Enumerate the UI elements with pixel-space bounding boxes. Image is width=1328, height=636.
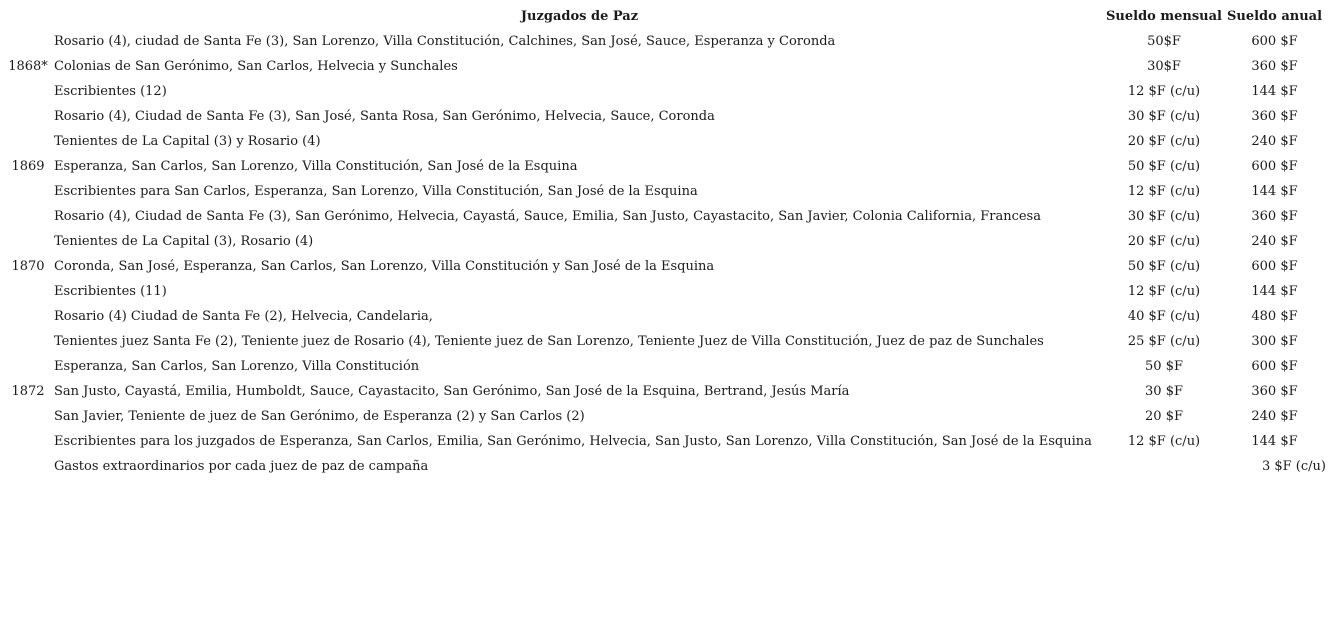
table-row [2, 79, 1326, 104]
row-description: Gastos extraordinarios por cada juez de paz de campaña [54, 459, 429, 474]
header-juzgados: Juzgados de Paz [520, 9, 639, 24]
row-annual: 600 $F [1251, 34, 1298, 49]
row-year [2, 204, 54, 229]
row-year [2, 304, 54, 329]
row-monthly: 12 $F (c/u) [1127, 284, 1201, 299]
table-row [2, 179, 1326, 204]
row-description: Rosario (4) Ciudad de Santa Fe (2), Helvecia, Candelaria, [54, 309, 433, 324]
row-annual: 144 $F [1251, 184, 1298, 199]
table-row [2, 404, 1326, 429]
row-monthly [1105, 454, 1223, 479]
row-annual: 360 $F [1251, 59, 1298, 74]
row-year: 1869 [11, 159, 45, 174]
header-sueldo-anual: Sueldo anual [1226, 9, 1323, 24]
row-description: San Javier, Teniente de juez de San Gerónimo, de Esperanza (2) y San Carlos (2) [54, 409, 585, 424]
table-row [2, 104, 1326, 129]
row-monthly: 50 $F (c/u) [1127, 159, 1201, 174]
row-year [2, 279, 54, 304]
row-monthly: 20 $F [1145, 409, 1183, 424]
row-description: Rosario (4), Ciudad de Santa Fe (3), San José, Santa Rosa, San Gerónimo, Helvecia, Sauce, Coronda [54, 109, 715, 124]
row-year: 1872 [11, 384, 45, 399]
row-monthly: 12 $F (c/u) [1127, 184, 1201, 199]
row-annual: 144 $F [1251, 434, 1298, 449]
row-annual: 360 $F [1251, 109, 1298, 124]
row-monthly: 40 $F (c/u) [1127, 309, 1201, 324]
header-year [2, 4, 54, 29]
row-monthly: 50 $F [1145, 359, 1183, 374]
table-row [2, 29, 1326, 54]
row-annual: 480 $F [1251, 309, 1298, 324]
row-monthly: 30$F [1147, 59, 1181, 74]
row-year [2, 29, 54, 54]
row-monthly: 12 $F (c/u) [1127, 84, 1201, 99]
row-year [2, 429, 54, 454]
table-row [2, 154, 1326, 179]
row-year [2, 354, 54, 379]
row-monthly: 30 $F (c/u) [1127, 209, 1201, 224]
row-annual: 240 $F [1251, 234, 1298, 249]
row-annual: 240 $F [1251, 409, 1298, 424]
row-description: Escribientes (12) [54, 84, 167, 99]
header-row [2, 4, 1326, 29]
row-monthly: 30 $F (c/u) [1127, 109, 1201, 124]
row-year [2, 129, 54, 154]
table-row [2, 254, 1326, 279]
row-monthly: 50$F [1147, 34, 1181, 49]
table-row [2, 279, 1326, 304]
row-description: Rosario (4), ciudad de Santa Fe (3), San Lorenzo, Villa Constitución, Calchines, San José, Sauce, Esperanza y Coronda [54, 34, 836, 49]
row-year [2, 454, 54, 479]
row-annual: 240 $F [1251, 134, 1298, 149]
row-annual: 360 $F [1251, 209, 1298, 224]
row-monthly: 20 $F (c/u) [1127, 234, 1201, 249]
row-year [2, 229, 54, 254]
table-row [2, 229, 1326, 254]
row-description: Colonias de San Gerónimo, San Carlos, Helvecia y Sunchales [54, 59, 458, 74]
row-annual: 360 $F [1251, 384, 1298, 399]
row-annual: 600 $F [1251, 359, 1298, 374]
row-description: Escribientes (11) [54, 284, 167, 299]
salary-table [2, 4, 1326, 479]
row-description: Esperanza, San Carlos, San Lorenzo, Villa Constitución [54, 359, 420, 374]
row-description: San Justo, Cayastá, Emilia, Humboldt, Sauce, Cayastacito, San Gerónimo, San José de la Esquina, Bertrand, Jesús María [54, 384, 850, 399]
row-description: Escribientes para los juzgados de Esperanza, San Carlos, Emilia, San Gerónimo, Helvecia, San Justo, San Lorenzo, Villa Constitución, San José de la Esquina [54, 434, 1092, 449]
row-description: Tenientes de La Capital (3) y Rosario (4) [54, 134, 321, 149]
row-description: Coronda, San José, Esperanza, San Carlos, San Lorenzo, Villa Constitución y San José de la Esquina [54, 259, 715, 274]
row-monthly: 12 $F (c/u) [1127, 434, 1201, 449]
header-sueldo-mensual: Sueldo mensual [1106, 9, 1222, 24]
row-year [2, 179, 54, 204]
row-year [2, 79, 54, 104]
row-description: Tenientes de La Capital (3), Rosario (4) [54, 234, 314, 249]
row-year: 1868* [8, 59, 48, 74]
row-year [2, 104, 54, 129]
table-row [2, 129, 1326, 154]
table-row [2, 204, 1326, 229]
row-annual: 300 $F [1251, 334, 1298, 349]
row-annual: 3 $F (c/u) [1261, 459, 1326, 474]
table-row [2, 329, 1326, 354]
row-monthly: 25 $F (c/u) [1127, 334, 1201, 349]
table-row [2, 454, 1326, 479]
row-annual: 144 $F [1251, 284, 1298, 299]
row-description: Rosario (4), Ciudad de Santa Fe (3), San Gerónimo, Helvecia, Cayastá, Sauce, Emilia, San Justo, Cayastacito, San Javier, Colonia California, Francesa [54, 209, 1041, 224]
row-annual: 600 $F [1251, 159, 1298, 174]
row-monthly: 30 $F [1145, 384, 1183, 399]
row-description: Escribientes para San Carlos, Esperanza, San Lorenzo, Villa Constitución, San José de la Esquina [54, 184, 698, 199]
row-description: Tenientes juez Santa Fe (2), Teniente juez de Rosario (4), Teniente juez de San Lorenzo, Teniente Juez de Villa Constitución, Juez de paz de Sunchales [54, 334, 1044, 349]
row-year [2, 329, 54, 354]
row-annual: 600 $F [1251, 259, 1298, 274]
table-row [2, 379, 1326, 404]
row-monthly: 50 $F (c/u) [1127, 259, 1201, 274]
table-row [2, 54, 1326, 79]
table-row [2, 304, 1326, 329]
table-row [2, 429, 1326, 454]
row-description: Esperanza, San Carlos, San Lorenzo, Villa Constitución, San José de la Esquina [54, 159, 578, 174]
row-year: 1870 [11, 259, 45, 274]
row-annual: 144 $F [1251, 84, 1298, 99]
row-monthly: 20 $F (c/u) [1127, 134, 1201, 149]
table-row [2, 354, 1326, 379]
row-year [2, 404, 54, 429]
